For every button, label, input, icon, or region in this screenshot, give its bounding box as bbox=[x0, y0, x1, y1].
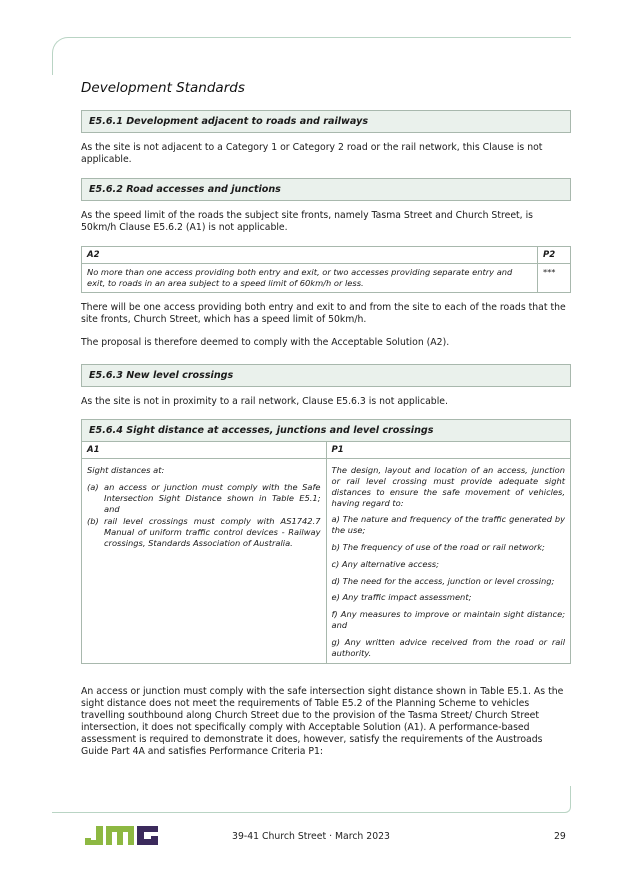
page-title: Development Standards bbox=[81, 80, 245, 96]
acceptable-solution-intro: Sight distances at: bbox=[87, 465, 165, 476]
list-item bbox=[87, 516, 321, 548]
page-frame-bottom bbox=[52, 786, 571, 813]
section-body-e562-compliance: There will be one access providing both entry and exit to and from the site to each of the roads that the site fronts, Church Street, which has a speed limit of 50km/h. bbox=[81, 301, 566, 326]
page-frame-top bbox=[52, 37, 571, 75]
acceptable-solution-label: A1 bbox=[82, 442, 327, 459]
criteria-item: d) The need for the access, junction or level crossing; bbox=[331, 575, 555, 586]
section-heading-e563: E5.6.3 New level crossings bbox=[81, 364, 571, 387]
section-body-e564-conclusion: An access or junction must comply with the safe intersection sight distance shown in Table E5.1. As the sight distance does not meet the requirements of Table E5.2 of the Planning Scheme to vehicles travelling southbound along Church Street due to the provision of the Tasma Street/ Church Street intersection, it does not specifically comply with Acceptable Solution (A1). A performance-based assessment is required to demonstrate it does, however, satisfy the requirements of the Austroads Guide Part 4A and satisfies Performance Criteria P1: bbox=[81, 686, 564, 758]
criteria-item: e) Any traffic impact assessment; bbox=[331, 592, 472, 603]
section-heading-e564: E5.6.4 Sight distance at accesses, junctions and level crossings bbox=[82, 420, 571, 442]
list-item-text: an access or junction must comply with the Safe Intersection Sight Distance shown in Table E5.1; and bbox=[104, 482, 321, 514]
section-body-e562-conclusion: The proposal is therefore deemed to comply with the Acceptable Solution (A2). bbox=[81, 337, 450, 349]
list-item-label: (b) bbox=[87, 516, 99, 527]
acceptable-solution-text: No more than one access providing both entry and exit, or two accesses providing separate entry and exit, to roads in an area subject to a speed limit of 60km/h or less. bbox=[82, 263, 538, 292]
acceptable-solution-cell bbox=[82, 459, 327, 664]
performance-criteria-intro: The design, layout and location of an access, junction or rail level crossing must provide adequate sight distances to ensure the safe movement of vehicles, having regard to: bbox=[331, 465, 565, 508]
section-body-e561: As the site is not adjacent to a Category 1 or Category 2 road or the rail network, this Clause is not applicable. bbox=[81, 142, 543, 166]
page-content bbox=[81, 80, 571, 769]
performance-criteria-text: *** bbox=[538, 263, 571, 292]
footer-text: 39-41 Church Street · March 2023 bbox=[232, 831, 390, 842]
acceptable-solution-label: A2 bbox=[82, 246, 538, 263]
section-body-e562: As the speed limit of the roads the subject site fronts, namely Tasma Street and Church Street, is 50km/h Clause E5.6.2 (A1) is not applicable. bbox=[81, 209, 534, 234]
section-body-e563: As the site is not in proximity to a rail network, Clause E5.6.3 is not applicable. bbox=[81, 395, 448, 407]
standard-table-a2-p2 bbox=[81, 246, 571, 293]
list-item bbox=[87, 482, 321, 514]
criteria-item: g) Any written advice received from the road or rail authority. bbox=[331, 636, 565, 658]
performance-criteria-label: P1 bbox=[326, 442, 571, 459]
section-heading-e561: E5.6.1 Development adjacent to roads and railways bbox=[81, 110, 571, 133]
list-item-label: (a) bbox=[87, 482, 99, 493]
criteria-item: f) Any measures to improve or maintain sight distance; and bbox=[331, 609, 565, 631]
performance-criteria-label: P2 bbox=[538, 246, 571, 263]
criteria-item: a) The nature and frequency of the traffic generated by the use; bbox=[331, 514, 565, 536]
section-heading-e562: E5.6.2 Road accesses and junctions bbox=[81, 178, 571, 201]
standard-table-a1-p1 bbox=[81, 419, 571, 664]
list-item-text: rail level crossings must comply with AS1742.7 Manual of uniform traffic control devices - Railway crossings, Standards Association of Australia. bbox=[104, 516, 321, 549]
criteria-item: b) The frequency of use of the road or rail network; bbox=[331, 542, 545, 553]
criteria-item: c) Any alternative access; bbox=[331, 558, 439, 569]
page-number: 29 bbox=[554, 831, 566, 842]
performance-criteria-cell bbox=[326, 459, 571, 664]
